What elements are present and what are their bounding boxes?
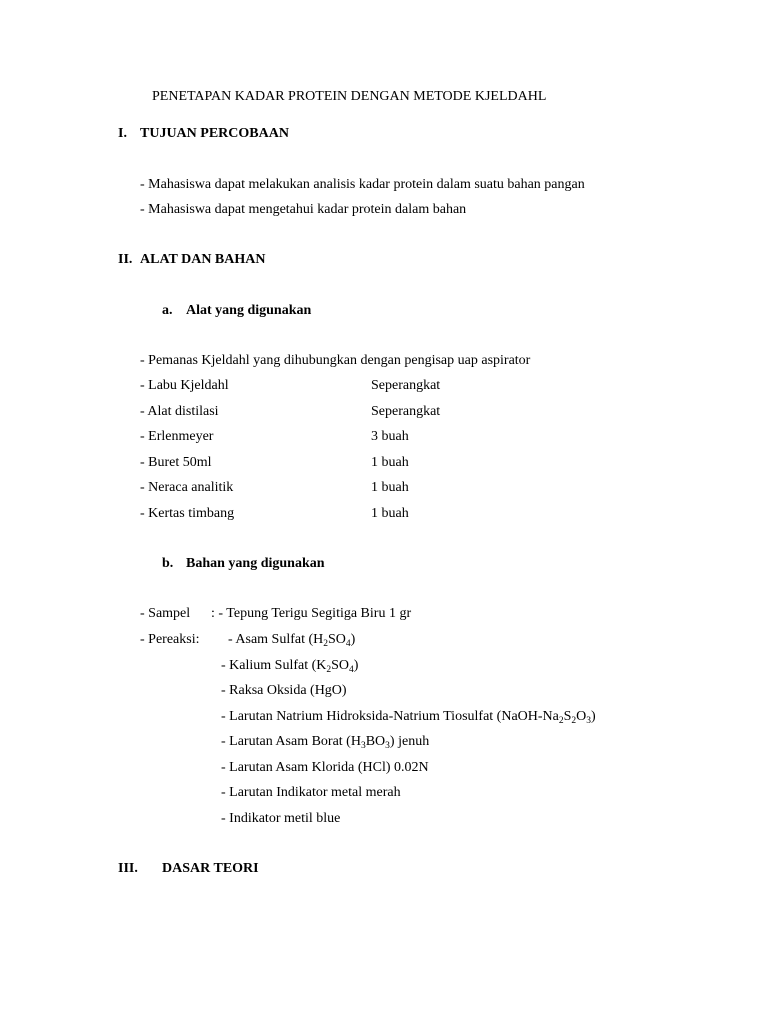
objective-item: - Mahasiswa dapat mengetahui kadar protein dalam bahan <box>140 202 467 217</box>
tool-qty: 1 buah <box>371 455 409 470</box>
reagent-item: - Larutan Asam Borat $(H_3BO_3)$ jenuh <box>221 734 430 751</box>
subsection-b-heading: Bahan yang digunakan <box>186 556 325 571</box>
tool-name: - Neraca analitik <box>140 480 234 495</box>
tool-qty: 3 buah <box>371 429 409 444</box>
section-1-heading: TUJUAN PERCOBAAN <box>140 126 289 141</box>
sample-value: : - Tepung Terigu Segitiga Biru 1 gr <box>211 606 412 621</box>
objective-item: - Mahasiswa dapat melakukan analisis kadar protein dalam suatu bahan pangan <box>140 177 585 192</box>
subsection-a-heading: Alat yang digunakan <box>186 303 312 318</box>
section-1-number: I. <box>118 126 127 141</box>
reagent-item: - Kalium Sulfat $(K_2SO_4)$ <box>221 658 359 675</box>
page-title: PENETAPAN KADAR PROTEIN DENGAN METODE KJELDAHL <box>152 89 547 104</box>
tool-item-heater: - Pemanas Kjeldahl yang dihubungkan dengan pengisap uap aspirator <box>140 353 531 368</box>
subsection-b-letter: b. <box>162 556 174 571</box>
section-2-number: II. <box>118 252 133 267</box>
tool-qty: 1 buah <box>371 506 409 521</box>
tool-name: - Erlenmeyer <box>140 429 214 444</box>
tool-name: - Alat distilasi <box>140 404 219 419</box>
tool-qty: Seperangkat <box>371 404 441 419</box>
tool-name: - Labu Kjeldahl <box>140 378 229 393</box>
reagent-item: - Asam Sulfat $(H_2SO_4)$ <box>228 632 356 649</box>
section-2-heading: ALAT DAN BAHAN <box>140 252 266 267</box>
section-3-heading: DASAR TEORI <box>162 861 259 876</box>
reagent-label: - Pereaksi: <box>140 632 200 647</box>
reagent-item: - Larutan Indikator metal merah <box>221 785 401 800</box>
tool-qty: Seperangkat <box>371 378 441 393</box>
tool-name: - Buret 50ml <box>140 455 212 470</box>
reagent-item: - Larutan Natrium Hidroksida-Natrium Tiosulfat $(NaOH-Na_2S_2O_3)$ <box>221 709 596 726</box>
reagent-item: - Indikator metil blue <box>221 811 341 826</box>
sample-label: - Sampel <box>140 606 191 621</box>
subsection-a-letter: a. <box>162 303 173 318</box>
section-3-number: III. <box>118 861 138 876</box>
reagent-item: - Raksa Oksida (HgO) <box>221 683 347 698</box>
tool-qty: 1 buah <box>371 480 409 495</box>
reagent-item: - Larutan Asam Klorida (HCl) 0.02N <box>221 760 429 775</box>
tool-name: - Kertas timbang <box>140 506 235 521</box>
